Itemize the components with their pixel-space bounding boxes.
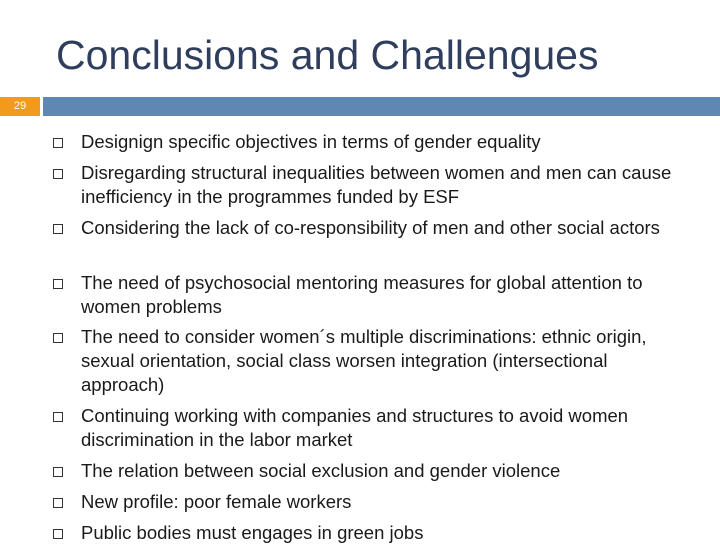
bullet-text: Public bodies must engages in green jobs xyxy=(81,522,424,543)
checkbox-bullet-icon xyxy=(53,333,63,343)
bullet-text: Designign specific objectives in terms of gender equality xyxy=(81,131,541,152)
bullet-text: The need to consider women´s multiple discriminations: ethnic origin, sexual orientation, social class worsen integration (intersectional approach) xyxy=(81,326,647,395)
list-item xyxy=(81,161,681,209)
checkbox-bullet-icon xyxy=(53,467,63,477)
bullet-text: The need of psychosocial mentoring measures for global attention to women problems xyxy=(81,272,643,317)
checkbox-bullet-icon xyxy=(53,529,63,539)
checkbox-bullet-icon xyxy=(53,412,63,422)
slide-title: Conclusions and Challengues xyxy=(56,32,599,78)
list-item xyxy=(81,490,681,514)
list-item xyxy=(81,325,681,397)
checkbox-bullet-icon xyxy=(53,169,63,179)
list-item xyxy=(81,271,681,319)
bullet-text: New profile: poor female workers xyxy=(81,491,352,512)
checkbox-bullet-icon xyxy=(53,224,63,234)
checkbox-bullet-icon xyxy=(53,138,63,148)
list-item xyxy=(81,404,681,452)
checkbox-bullet-icon xyxy=(53,498,63,508)
list-item xyxy=(81,521,681,545)
list-item xyxy=(81,459,681,483)
bullet-text: Disregarding structural inequalities between women and men can cause inefficiency in the programmes funded by ESF xyxy=(81,162,672,207)
bullet-text: Continuing working with companies and structures to avoid women discrimination in the labor market xyxy=(81,405,629,450)
checkbox-bullet-icon xyxy=(53,279,63,289)
slide-number: 29 xyxy=(0,97,40,116)
list-item xyxy=(81,216,681,240)
list-item xyxy=(81,130,681,154)
bullet-text: Considering the lack of co-responsibility of men and other social actors xyxy=(81,217,660,238)
bullet-text: The relation between social exclusion and gender violence xyxy=(81,460,561,481)
